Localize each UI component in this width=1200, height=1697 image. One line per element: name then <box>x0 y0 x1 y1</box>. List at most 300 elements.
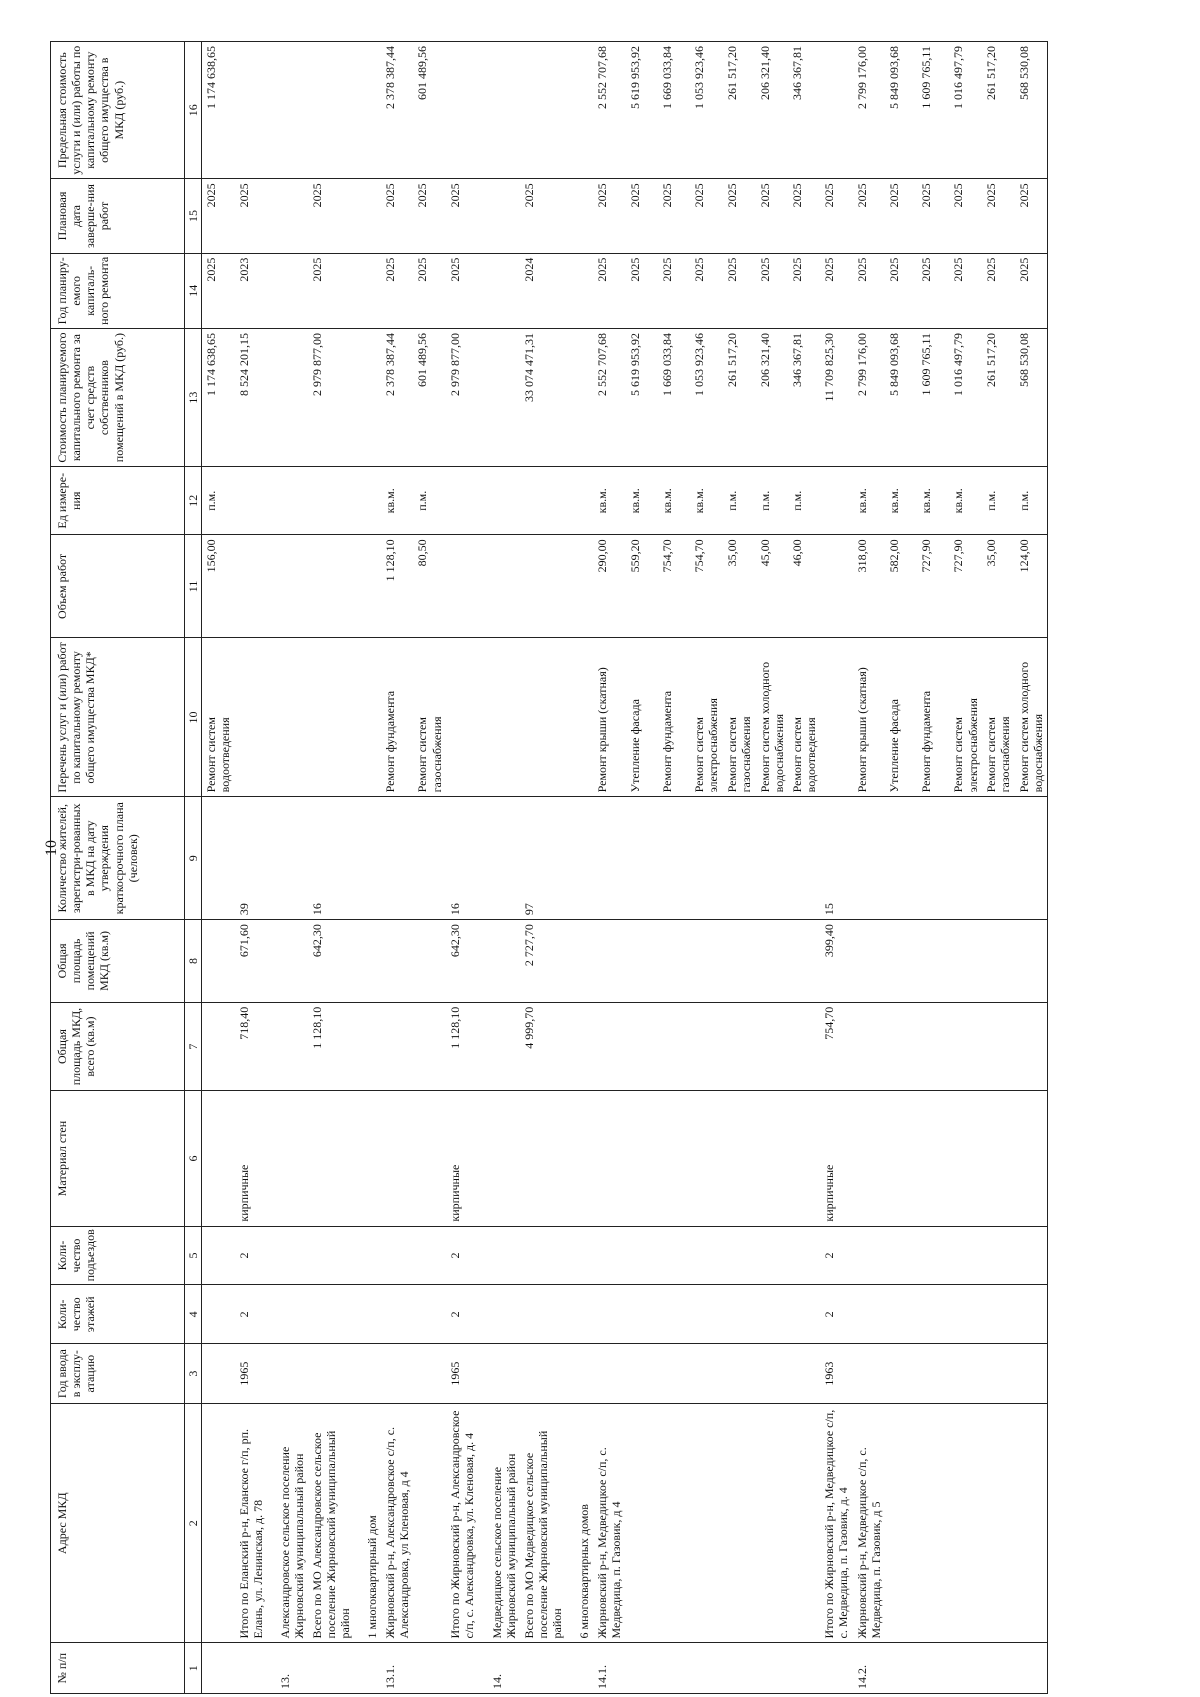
column-header: Коли-чество этажей <box>51 1285 185 1344</box>
column-header: Плановая дата заверше-ния работ <box>51 179 185 253</box>
column-number: 9 <box>185 797 202 920</box>
table-cell <box>363 535 381 638</box>
table-cell: 2025 <box>202 179 235 253</box>
table-cell: 2 552 707,68 <box>593 42 625 179</box>
table-cell <box>982 1344 1015 1404</box>
table-cell <box>276 467 308 535</box>
table-cell: 39 <box>235 797 276 920</box>
table-cell <box>413 1002 445 1091</box>
table-cell <box>723 1344 756 1404</box>
table-cell <box>982 1285 1015 1344</box>
table-cell <box>593 920 625 1003</box>
table-cell <box>1015 1344 1048 1404</box>
table-cell <box>276 328 308 466</box>
table-row <box>202 42 235 1694</box>
table-cell: Ремонт фундамента <box>381 638 413 797</box>
table-cell: 2 <box>446 1285 488 1344</box>
table-cell <box>575 328 593 466</box>
table-cell <box>690 1643 723 1694</box>
table-cell <box>488 535 520 638</box>
table-cell: 2 378 387,44 <box>381 42 413 179</box>
table-cell: 346 367,81 <box>788 328 820 466</box>
table-cell <box>853 1002 885 1091</box>
table-row <box>276 42 308 1694</box>
table-cell <box>202 1643 235 1694</box>
table-cell: 568 530,08 <box>1015 42 1048 179</box>
table-cell <box>308 638 363 797</box>
table-cell: 2025 <box>820 253 853 328</box>
table-cell: 5 849 093,68 <box>885 42 917 179</box>
column-number: 8 <box>185 920 202 1003</box>
table-row <box>885 42 917 1694</box>
page-number: 10 <box>43 840 60 856</box>
table-cell: 2025 <box>308 253 363 328</box>
table-cell <box>520 1643 575 1694</box>
table-cell <box>885 797 917 920</box>
table-cell: 2025 <box>788 253 820 328</box>
table-cell <box>756 1344 788 1404</box>
table-cell <box>235 535 276 638</box>
column-number: 14 <box>185 253 202 328</box>
table-cell <box>853 1344 885 1404</box>
column-number: 2 <box>185 1404 202 1643</box>
table-cell: 2025 <box>202 253 235 328</box>
table-cell <box>520 1226 575 1285</box>
table-cell: 5 619 953,92 <box>626 328 658 466</box>
table-cell <box>363 1226 381 1285</box>
table-cell: 1 многоквартирный дом <box>363 1404 381 1643</box>
table-cell <box>982 1404 1015 1643</box>
table-cell <box>575 1091 593 1226</box>
table-cell: 2023 <box>235 253 276 328</box>
table-cell <box>575 638 593 797</box>
table-cell: 2 799 176,00 <box>853 42 885 179</box>
table-cell: 2025 <box>788 179 820 253</box>
table-cell <box>756 1404 788 1643</box>
table-cell <box>788 1404 820 1643</box>
table-cell <box>723 1404 756 1643</box>
table-cell <box>363 638 381 797</box>
table-cell <box>949 1002 981 1091</box>
table-cell: 33 074 471,31 <box>520 328 575 466</box>
table-cell: 5 619 953,92 <box>626 42 658 179</box>
column-header: Год планиру-емого капиталь-ного ремонта <box>51 253 185 328</box>
table-row <box>363 42 381 1694</box>
table-cell: кирпичные <box>235 1091 276 1226</box>
table-cell <box>658 1643 690 1694</box>
table-cell <box>575 42 593 179</box>
table-cell <box>690 1091 723 1226</box>
table-cell: Ремонт фундамента <box>917 638 949 797</box>
table-cell: 261 517,20 <box>982 328 1015 466</box>
table-cell <box>363 1002 381 1091</box>
table-cell: Жирновский р-н, Медведицкое с/п, с. Медведица, п. Газовик, д 4 <box>593 1404 625 1643</box>
table-cell: 727,90 <box>949 535 981 638</box>
table-cell: 2 378 387,44 <box>381 328 413 466</box>
table-cell: 2025 <box>308 179 363 253</box>
table-cell: Ремонт фундамента <box>658 638 690 797</box>
table-cell <box>446 467 488 535</box>
column-header: Общая площадь МКД, всего (кв.м) <box>51 1002 185 1091</box>
table-cell: Ремонт систем холодного водоснабжения <box>1015 638 1048 797</box>
table-cell: 80,50 <box>413 535 445 638</box>
table-cell <box>308 42 363 179</box>
table-cell <box>202 1344 235 1404</box>
table-cell <box>853 1226 885 1285</box>
table-cell <box>756 1226 788 1285</box>
table-cell: 2025 <box>982 253 1015 328</box>
table-cell: 2025 <box>820 179 853 253</box>
table-cell <box>575 179 593 253</box>
table-cell: 2025 <box>853 179 885 253</box>
column-header: Количество жителей, зарегистри-рованных в МКД на дату утверждения краткосрочного плана (человек) <box>51 797 185 920</box>
table-cell <box>658 1404 690 1643</box>
table-cell: кв.м. <box>917 467 949 535</box>
table-cell: 2025 <box>626 253 658 328</box>
table-cell: 16 <box>446 797 488 920</box>
table-cell <box>756 1091 788 1226</box>
table-cell <box>885 1344 917 1404</box>
table-cell: 2025 <box>885 179 917 253</box>
table-cell: 1 174 638,65 <box>202 42 235 179</box>
table-cell: 1 609 765,11 <box>917 42 949 179</box>
table-cell <box>949 920 981 1003</box>
table-cell <box>690 920 723 1003</box>
table-cell: 2025 <box>520 179 575 253</box>
table-cell: 642,30 <box>308 920 363 1003</box>
table-cell <box>690 1002 723 1091</box>
table-cell <box>520 1344 575 1404</box>
table-cell <box>308 1091 363 1226</box>
table-cell <box>949 797 981 920</box>
column-header: Объем работ <box>51 535 185 638</box>
table-cell: 2025 <box>756 253 788 328</box>
table-cell: 1 174 638,65 <box>202 328 235 466</box>
table-cell <box>363 1344 381 1404</box>
table-row <box>413 42 445 1694</box>
column-header: Адрес МКД <box>51 1404 185 1643</box>
table-cell: 601 489,56 <box>413 328 445 466</box>
table-cell <box>949 1091 981 1226</box>
table-cell <box>276 253 308 328</box>
table-cell <box>363 1091 381 1226</box>
table-cell <box>575 920 593 1003</box>
table-cell <box>820 638 853 797</box>
table-cell <box>488 328 520 466</box>
table-cell: 754,70 <box>820 1002 853 1091</box>
table-cell: 2025 <box>690 253 723 328</box>
column-number: 3 <box>185 1344 202 1404</box>
table-cell: 642,30 <box>446 920 488 1003</box>
table-cell <box>308 467 363 535</box>
table-row <box>381 42 413 1694</box>
table-cell: 2 <box>820 1285 853 1344</box>
table-cell: Ремонт систем водоотведения <box>202 638 235 797</box>
table-cell <box>488 1091 520 1226</box>
table-cell <box>381 1091 413 1226</box>
table-cell <box>885 1091 917 1226</box>
table-cell: п.м. <box>1015 467 1048 535</box>
table-cell <box>982 1091 1015 1226</box>
table-row <box>820 42 853 1694</box>
table-cell <box>658 920 690 1003</box>
table-cell: 671,60 <box>235 920 276 1003</box>
table-cell: Александровское сельское поселение Жирновский муниципальный район <box>276 1404 308 1643</box>
table-cell <box>788 1643 820 1694</box>
table-cell <box>853 797 885 920</box>
table-cell <box>788 797 820 920</box>
table-cell <box>363 467 381 535</box>
table-cell: 568 530,08 <box>1015 328 1048 466</box>
table-cell <box>756 1643 788 1694</box>
table-cell <box>885 920 917 1003</box>
table-cell <box>723 920 756 1003</box>
table-row <box>982 42 1015 1694</box>
table-cell: Всего по МО Медведицкое сельское поселение Жирновский муниципальный район <box>520 1404 575 1643</box>
table-cell: Ремонт систем электроснабжения <box>690 638 723 797</box>
table-cell: 2025 <box>723 253 756 328</box>
table-cell: 2025 <box>658 179 690 253</box>
table-cell <box>949 1226 981 1285</box>
table-cell <box>202 1002 235 1091</box>
table-cell <box>381 1285 413 1344</box>
table-cell: 2024 <box>520 253 575 328</box>
table-cell <box>917 1226 949 1285</box>
table-cell <box>413 1091 445 1226</box>
table-cell <box>982 1002 1015 1091</box>
table-cell <box>658 797 690 920</box>
table-cell: 601 489,56 <box>413 42 445 179</box>
table-cell <box>363 920 381 1003</box>
table-cell <box>276 1226 308 1285</box>
table-cell <box>982 920 1015 1003</box>
table-cell <box>1015 1002 1048 1091</box>
column-number: 10 <box>185 638 202 797</box>
column-number: 13 <box>185 328 202 466</box>
table-cell <box>756 920 788 1003</box>
table-cell <box>949 1404 981 1643</box>
table-cell: 14.1. <box>593 1643 625 1694</box>
table-cell: Ремонт систем газоснабжения <box>982 638 1015 797</box>
table-cell: 2025 <box>593 253 625 328</box>
table-cell: 2025 <box>917 179 949 253</box>
table-cell: Утепление фасада <box>626 638 658 797</box>
table-cell <box>1015 1285 1048 1344</box>
column-header: Стоимость планируемого капитального ремонта за счет средств собственников помещений в МКД (руб.) <box>51 328 185 466</box>
table-cell: 754,70 <box>658 535 690 638</box>
table-cell <box>917 1091 949 1226</box>
table-cell: 261 517,20 <box>982 42 1015 179</box>
table-cell <box>363 797 381 920</box>
table-cell: Ремонт систем водоотведения <box>788 638 820 797</box>
table-cell: 318,00 <box>853 535 885 638</box>
table-row <box>788 42 820 1694</box>
table-cell <box>626 1226 658 1285</box>
table-cell <box>853 1285 885 1344</box>
table-cell: 2025 <box>626 179 658 253</box>
table-cell <box>575 1002 593 1091</box>
table-cell <box>575 1226 593 1285</box>
table-cell <box>446 535 488 638</box>
table-cell: Медведицкое сельское поселение Жирновский муниципальный район <box>488 1404 520 1643</box>
table-cell <box>723 1091 756 1226</box>
column-number: 1 <box>185 1643 202 1694</box>
header-row <box>51 42 185 1694</box>
table-cell: 2025 <box>949 179 981 253</box>
table-cell: 261 517,20 <box>723 328 756 466</box>
table-cell <box>276 535 308 638</box>
table-row <box>626 42 658 1694</box>
table-cell <box>488 179 520 253</box>
table-cell: 2 979 877,00 <box>446 328 488 466</box>
table-cell: 206 321,40 <box>756 328 788 466</box>
table-cell <box>276 1091 308 1226</box>
table-cell <box>235 1643 276 1694</box>
table-cell <box>276 920 308 1003</box>
table-cell <box>885 1226 917 1285</box>
table-cell <box>575 797 593 920</box>
table-cell: 1 669 033,84 <box>658 42 690 179</box>
table-cell: 399,40 <box>820 920 853 1003</box>
table-cell <box>1015 1226 1048 1285</box>
table-cell <box>593 1002 625 1091</box>
table-cell <box>308 1643 363 1694</box>
table-row <box>949 42 981 1694</box>
table-cell <box>308 1285 363 1344</box>
table-cell <box>820 1643 853 1694</box>
table-cell: 16 <box>308 797 363 920</box>
table-cell: кв.м. <box>381 467 413 535</box>
table-cell <box>235 638 276 797</box>
column-header: Общая площадь помещений МКД (кв.м) <box>51 920 185 1003</box>
table-cell <box>381 1344 413 1404</box>
table-cell: 2 <box>235 1226 276 1285</box>
table-cell: 13. <box>276 1643 308 1694</box>
table-cell: кв.м. <box>690 467 723 535</box>
table-cell: 1 128,10 <box>308 1002 363 1091</box>
table-cell <box>488 467 520 535</box>
table-cell: 1 016 497,79 <box>949 42 981 179</box>
table-cell <box>446 638 488 797</box>
table-cell: п.м. <box>202 467 235 535</box>
table-cell <box>308 535 363 638</box>
table-cell <box>756 797 788 920</box>
table-cell <box>1015 1404 1048 1643</box>
column-number: 5 <box>185 1226 202 1285</box>
table-body <box>202 42 1048 1694</box>
table-cell <box>690 797 723 920</box>
table-cell: 2025 <box>756 179 788 253</box>
table-cell <box>488 797 520 920</box>
table-cell <box>488 638 520 797</box>
column-number: 12 <box>185 467 202 535</box>
table-cell <box>593 1091 625 1226</box>
table-cell <box>756 1285 788 1344</box>
table-row <box>690 42 723 1694</box>
table-cell <box>626 1643 658 1694</box>
table-cell: 2025 <box>381 253 413 328</box>
table-cell: 4 999,70 <box>520 1002 575 1091</box>
table-cell <box>593 797 625 920</box>
table-cell: Жирновский р-н, Александровское с/п, с. Александровка, ул Кленовая, д 4 <box>381 1404 413 1643</box>
table-cell: 1 053 923,46 <box>690 42 723 179</box>
table-cell: Утепление фасада <box>885 638 917 797</box>
column-number: 6 <box>185 1091 202 1226</box>
table-cell <box>413 920 445 1003</box>
column-number: 11 <box>185 535 202 638</box>
table-cell <box>235 42 276 179</box>
column-header: Коли-чество подъездов <box>51 1226 185 1285</box>
table-cell <box>276 638 308 797</box>
table-cell <box>658 1091 690 1226</box>
table-cell <box>381 1226 413 1285</box>
table-cell <box>413 1344 445 1404</box>
table-cell: кирпичные <box>446 1091 488 1226</box>
table-cell: 206 321,40 <box>756 42 788 179</box>
table-cell: 14.2. <box>853 1643 885 1694</box>
table-cell <box>917 797 949 920</box>
table-cell <box>626 1344 658 1404</box>
table-cell <box>982 1643 1015 1694</box>
table-cell <box>626 920 658 1003</box>
table-cell <box>788 1226 820 1285</box>
table-cell: Ремонт систем газоснабжения <box>413 638 445 797</box>
table-cell <box>308 1344 363 1404</box>
column-header: Год ввода в эксплу-атацию <box>51 1344 185 1404</box>
column-number: 15 <box>185 179 202 253</box>
table-cell <box>658 1226 690 1285</box>
table-cell: 559,20 <box>626 535 658 638</box>
table-cell: Жирновский р-н, Медведицкое с/п, с. Медведица, п. Газовик, д 5 <box>853 1404 885 1643</box>
table-cell: 156,00 <box>202 535 235 638</box>
table-cell <box>690 1404 723 1643</box>
table-cell <box>626 1002 658 1091</box>
table-cell: 6 многоквартирных домов <box>575 1404 593 1643</box>
table-cell <box>1015 1091 1048 1226</box>
table-cell <box>853 920 885 1003</box>
table-cell: 35,00 <box>723 535 756 638</box>
table-cell: кв.м. <box>949 467 981 535</box>
table-cell: 2025 <box>446 253 488 328</box>
table-cell <box>626 1091 658 1226</box>
table-cell <box>690 1285 723 1344</box>
column-header: Перечень услуг и (или) работ по капитальному ремонту общего имущества МКД* <box>51 638 185 797</box>
table-cell: 46,00 <box>788 535 820 638</box>
table-cell: кв.м. <box>658 467 690 535</box>
table-cell <box>593 1226 625 1285</box>
table-cell: 2 552 707,68 <box>593 328 625 466</box>
table-cell: 2025 <box>593 179 625 253</box>
table-row <box>723 42 756 1694</box>
table-cell: 261 517,20 <box>723 42 756 179</box>
table-cell <box>575 1344 593 1404</box>
table-cell: кирпичные <box>820 1091 853 1226</box>
table-cell: п.м. <box>413 467 445 535</box>
table-cell <box>820 467 853 535</box>
table-cell <box>488 1226 520 1285</box>
table-cell: 346 367,81 <box>788 42 820 179</box>
table-cell <box>788 1285 820 1344</box>
table-cell <box>723 1643 756 1694</box>
table-cell <box>917 1002 949 1091</box>
table-cell <box>949 1285 981 1344</box>
table-cell: 2025 <box>853 253 885 328</box>
table-cell <box>626 1404 658 1643</box>
table-cell <box>917 1285 949 1344</box>
table-cell <box>488 920 520 1003</box>
table-cell: 2025 <box>446 179 488 253</box>
column-number-row <box>185 42 202 1694</box>
